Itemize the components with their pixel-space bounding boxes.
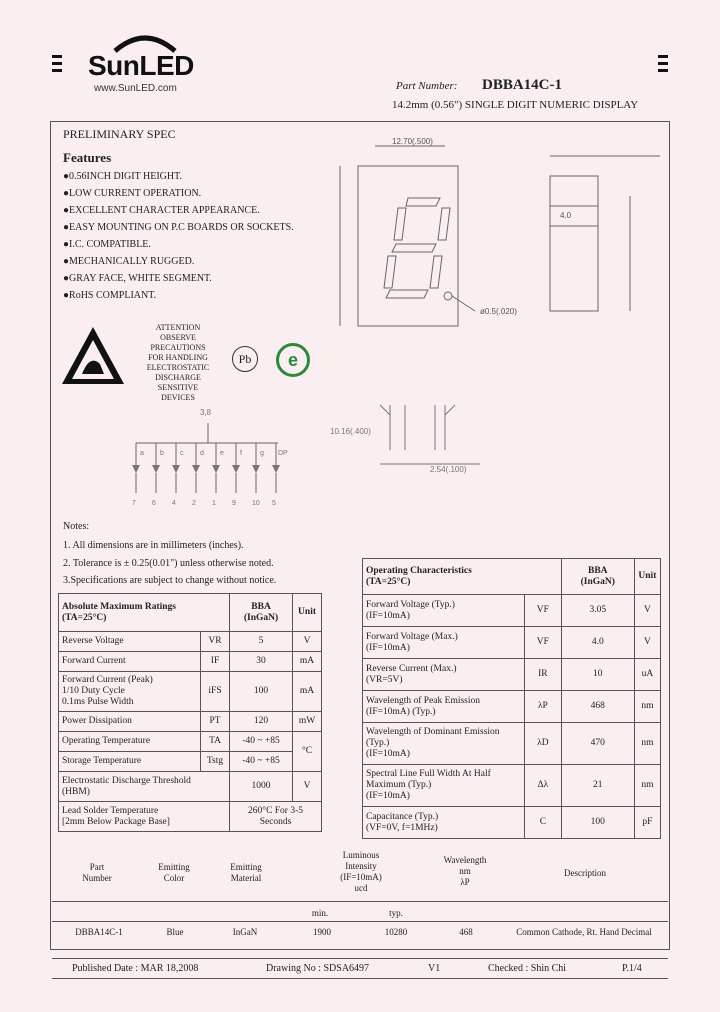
op-sym: λD [525, 723, 562, 765]
abs-val: 260°C For 3-5 Seconds [230, 802, 322, 832]
feature-item: ●EASY MOUNTING ON P.C BOARDS OR SOCKETS. [63, 222, 294, 233]
sel-part: DBBA14C-1 [75, 927, 123, 937]
abs-val: -40 ~ +85 [230, 752, 293, 772]
abs-param: Forward Current [59, 652, 201, 672]
abs-param: Operating Temperature [59, 732, 201, 752]
op-val: 21 [561, 765, 634, 807]
pin-label: b [160, 450, 164, 457]
pin-label: g [260, 450, 264, 457]
part-number-label: Part Number: [396, 80, 458, 92]
sel-typ: typ. [389, 908, 403, 918]
abs-unit: mA [293, 652, 322, 672]
abs-val: 120 [230, 712, 293, 732]
header-bar-right [658, 62, 668, 65]
pin-num: 9 [232, 500, 236, 507]
col-mat: (InGaN) [580, 576, 615, 587]
op-param: Capacitance (Typ.) (VF=0V, f=1MHz) [363, 807, 525, 839]
sel-h-desc: Description [564, 868, 606, 878]
abs-sym: IF [201, 652, 230, 672]
abs-header [59, 594, 230, 632]
features-title: Features [63, 150, 112, 165]
op-unit: nm [634, 691, 660, 723]
op-cond: (TA=25°C) [366, 576, 411, 587]
abs-val: 30 [230, 652, 293, 672]
feature-item: ●I.C. COMPATIBLE. [63, 239, 151, 250]
footer-divider [52, 978, 668, 979]
sel-wl-val: 468 [459, 927, 473, 937]
op-unit: nm [634, 723, 660, 765]
abs-unit: mA [293, 672, 322, 712]
attention-line: DISCHARGE [155, 373, 201, 382]
op-unit: V [634, 627, 660, 659]
header-bar-left [52, 69, 62, 72]
sel-h-material: Emitting Material [230, 862, 262, 883]
pb-free-badge: Pb [232, 346, 258, 372]
abs-param: Electrostatic Discharge Threshold (HBM) [59, 772, 230, 802]
op-param: Forward Voltage (Typ.) (IF=10mA) [363, 595, 525, 627]
col-mat: (InGaN) [243, 612, 279, 623]
abs-param: Reverse Voltage [59, 632, 201, 652]
op-title: Operating Characteristics [366, 565, 472, 576]
attention-line: ELECTROSTATIC [146, 363, 210, 372]
sel-color: Blue [166, 927, 184, 937]
side-a: 4.0 [560, 211, 572, 220]
footer-divider [52, 958, 668, 959]
operating-table [362, 558, 661, 839]
abs-param: Power Dissipation [59, 712, 201, 732]
note-item: 1. All dimensions are in millimeters (inches). [63, 540, 244, 551]
dim-h: 10.16(.400) [330, 427, 371, 436]
abs-sym: VR [201, 632, 230, 652]
abs-val: -40 ~ +85 [230, 732, 293, 752]
pin-num: 7 [132, 500, 136, 507]
attention-line: FOR HANDLING [148, 353, 208, 362]
pin-common: 3,8 [200, 408, 212, 417]
op-val: 10 [561, 659, 634, 691]
op-unit: uA [634, 659, 660, 691]
abs-unit: mW [293, 712, 322, 732]
op-sym: VF [525, 595, 562, 627]
version: V1 [428, 963, 441, 974]
sel-min: min. [311, 908, 329, 918]
op-sym: λP [525, 691, 562, 723]
sel-h-lum: Luminous Intensity (IF=10mA) ucd [340, 850, 382, 893]
pin-label: a [140, 450, 144, 457]
subtitle: 14.2mm (0.56") SINGLE DIGIT NUMERIC DISPLAY [392, 99, 639, 111]
op-col-bba [561, 559, 634, 595]
drawing-number: Drawing No : SDSA6497 [266, 963, 370, 974]
abs-sym: PT [201, 712, 230, 732]
op-sym: Δλ [525, 765, 562, 807]
abs-max-table [58, 593, 322, 832]
op-param: Wavelength of Dominant Emission (Typ.) (IF=10mA) [363, 723, 525, 765]
sel-h-part: Part Number [82, 862, 112, 883]
op-val: 470 [561, 723, 634, 765]
attention-text [138, 323, 218, 403]
checked-by: Checked : Shin Chi [488, 963, 567, 974]
pin-label: d [200, 450, 204, 457]
dim-pin: ø0.5(.020) [480, 307, 517, 316]
op-val: 4.0 [561, 627, 634, 659]
page-number: P.1/4 [622, 963, 642, 974]
pin-label: e [220, 450, 224, 457]
package-drawing [320, 136, 670, 336]
op-val: 3.05 [561, 595, 634, 627]
sel-material: InGaN [232, 927, 258, 937]
sel-h-wl: Wavelength nm λP [443, 855, 487, 887]
attention-line: OBSERVE PRECAUTIONS [150, 333, 206, 352]
attention-line: DEVICES [161, 393, 195, 402]
pin-num: 6 [152, 500, 156, 507]
abs-val: 100 [230, 672, 293, 712]
sel-typ-val: 10280 [384, 927, 408, 937]
op-param: Forward Voltage (Max.) (IF=10mA) [363, 627, 525, 659]
sel-desc-val: Common Cathode, Rt. Hand Decimal [516, 927, 652, 937]
pin-label: DP [278, 450, 288, 457]
attention-line: SENSITIVE [157, 383, 199, 392]
spec-title: PRELIMINARY SPEC [63, 127, 176, 141]
abs-title: Absolute Maximum Ratings [62, 601, 177, 612]
col-bba: BBA [587, 565, 608, 576]
op-sym: C [525, 807, 562, 839]
pin-num: 5 [272, 500, 276, 507]
op-unit: pF [634, 807, 660, 839]
sel-min-val: 1900 [313, 927, 331, 937]
feature-item: ●RoHS COMPLIANT. [63, 290, 157, 301]
op-sym: IR [525, 659, 562, 691]
pin-label: f [240, 450, 242, 457]
sel-h-color: Emitting Color [158, 862, 190, 883]
rohs-e-badge: e [276, 343, 310, 377]
op-param: Wavelength of Peak Emission (IF=10mA) (Typ.) [363, 691, 525, 723]
abs-param: Forward Current (Peak) 1/10 Duty Cycle 0.1ms Pulse Width [59, 672, 201, 712]
sel-divider [52, 921, 668, 922]
header-bar-right [658, 69, 668, 72]
attention-line: ATTENTION [155, 323, 201, 332]
abs-col-unit: Unit [293, 594, 322, 632]
abs-cond: (TA=25°C) [62, 612, 107, 623]
published-date: Published Date : MAR 18,2008 [72, 963, 199, 974]
pin-side-drawing [330, 400, 490, 475]
part-number: DBBA14C-1 [482, 77, 563, 93]
note-item: 2. Tolerance is ± 0.25(0.01") unless otherwise noted. [63, 558, 274, 569]
abs-sym: iFS [201, 672, 230, 712]
op-sym: VF [525, 627, 562, 659]
feature-item: ●EXCELLENT CHARACTER APPEARANCE. [63, 205, 260, 216]
pin-num: 2 [192, 500, 196, 507]
notes-title: Notes: [63, 521, 90, 532]
abs-col-bba [230, 594, 293, 632]
op-val: 468 [561, 691, 634, 723]
note-item: 3.Specifications are subject to change without notice. [63, 575, 277, 586]
abs-unit: °C [293, 732, 322, 772]
abs-unit: V [293, 772, 322, 802]
feature-item: ●0.56INCH DIGIT HEIGHT. [63, 171, 182, 182]
esd-warning-icon [60, 324, 126, 386]
pin-num: 1 [212, 500, 216, 507]
abs-sym: TA [201, 732, 230, 752]
op-param: Spectral Line Full Width At Half Maximum (Typ.) (IF=10mA) [363, 765, 525, 807]
logo: SunLED [88, 50, 194, 81]
feature-item: ●MECHANICALLY RUGGED. [63, 256, 195, 267]
sel-divider [52, 901, 668, 902]
header-bar-left [52, 62, 62, 65]
op-header [363, 559, 562, 595]
circuit-diagram [120, 405, 300, 510]
abs-val: 5 [230, 632, 293, 652]
header-bar-right [658, 55, 668, 58]
pin-label: c [180, 450, 184, 457]
op-param: Reverse Current (Max.) (VR=5V) [363, 659, 525, 691]
abs-val: 1000 [230, 772, 293, 802]
op-unit: nm [634, 765, 660, 807]
abs-param: Lead Solder Temperature [2mm Below Package Base] [59, 802, 230, 832]
dim-top: 12.70(.500) [392, 137, 433, 146]
op-unit: V [634, 595, 660, 627]
pin-num: 4 [172, 500, 176, 507]
feature-item: ●LOW CURRENT OPERATION. [63, 188, 202, 199]
website-link[interactable]: www.SunLED.com [94, 83, 177, 94]
abs-param: Storage Temperature [59, 752, 201, 772]
header-bar-left [52, 55, 62, 58]
op-val: 100 [561, 807, 634, 839]
feature-item: ●GRAY FACE, WHITE SEGMENT. [63, 273, 212, 284]
op-col-unit: Unit [634, 559, 660, 595]
abs-sym: Tstg [201, 752, 230, 772]
side-b: 2.54(.100) [430, 465, 467, 474]
col-bba: BBA [251, 601, 271, 612]
abs-unit: V [293, 632, 322, 652]
pin-num: 10 [252, 500, 260, 507]
